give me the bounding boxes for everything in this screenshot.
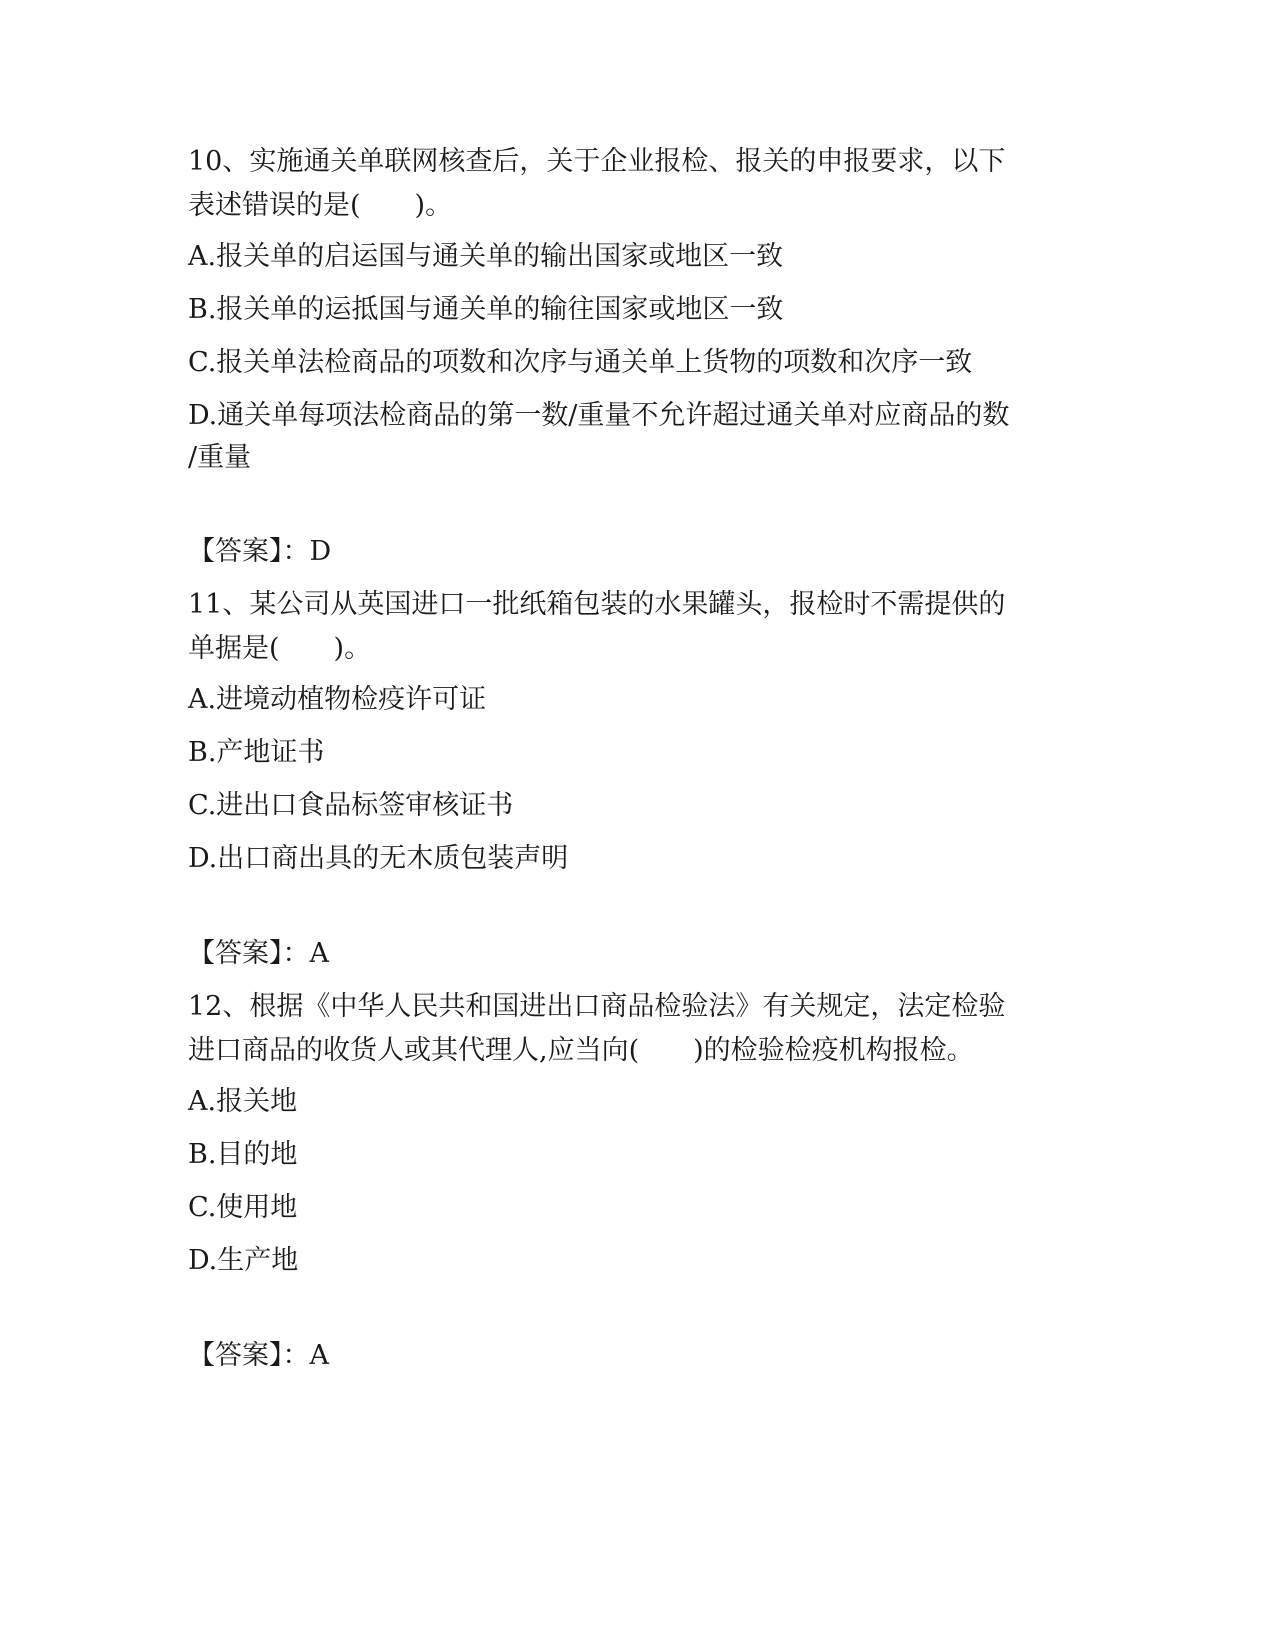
option-b: B.报关单的运抵国与通关单的输往国家或地区一致 xyxy=(188,294,784,325)
question-stem-line: 10、实施通关单联网核查后，关于企业报检、报关的申报要求，以下 xyxy=(188,146,1006,177)
option-d: D.通关单每项法检商品的第一数/重量不允许超过通关单对应商品的数 xyxy=(188,400,1010,431)
question-stem-line: 进口商品的收货人或其代理人,应当向( )的检验检疫机构报检。 xyxy=(188,1035,974,1066)
question-stem-line: 12、根据《中华人民共和国进出口商品检验法》有关规定，法定检验 xyxy=(188,991,1006,1022)
option-c: C.使用地 xyxy=(188,1192,298,1223)
option-a: A.报关单的启运国与通关单的输出国家或地区一致 xyxy=(188,241,784,272)
option-a: A.进境动植物检疫许可证 xyxy=(188,684,487,715)
answer-value: A xyxy=(309,1340,329,1371)
option-c: C.进出口食品标签审核证书 xyxy=(188,790,514,821)
answer-label: 【答案】 xyxy=(188,1340,283,1371)
option-b: B.产地证书 xyxy=(188,737,325,768)
option-d: D.生产地 xyxy=(188,1245,299,1276)
question-12 xyxy=(188,985,1088,1073)
answer-separator: ： xyxy=(282,536,310,567)
answer-line xyxy=(188,932,1088,976)
answer-separator: ： xyxy=(282,1340,310,1371)
answer-line xyxy=(188,530,1088,574)
option-c: C.报关单法检商品的项数和次序与通关单上货物的项数和次序一致 xyxy=(188,347,973,378)
question-stem-line: 11、某公司从英国进口一批纸箱包装的水果罐头，报检时不需提供的 xyxy=(188,589,1006,620)
answer-label: 【答案】 xyxy=(188,536,283,567)
answer-separator: ： xyxy=(282,938,310,969)
answer-line xyxy=(188,1334,1088,1378)
answer-value: A xyxy=(309,938,329,969)
option-a: A.报关地 xyxy=(188,1086,298,1117)
question-stem-line: 单据是( )。 xyxy=(188,633,372,664)
question-10 xyxy=(188,140,1088,228)
option-b: B.目的地 xyxy=(188,1139,298,1170)
question-stem-line: 表述错误的是( )。 xyxy=(188,190,453,221)
question-11 xyxy=(188,583,1088,671)
answer-label: 【答案】 xyxy=(188,938,283,969)
option-d-continuation: /重量 xyxy=(188,442,252,473)
answer-value: D xyxy=(309,536,332,567)
option-d: D.出口商出具的无木质包装声明 xyxy=(188,843,569,874)
